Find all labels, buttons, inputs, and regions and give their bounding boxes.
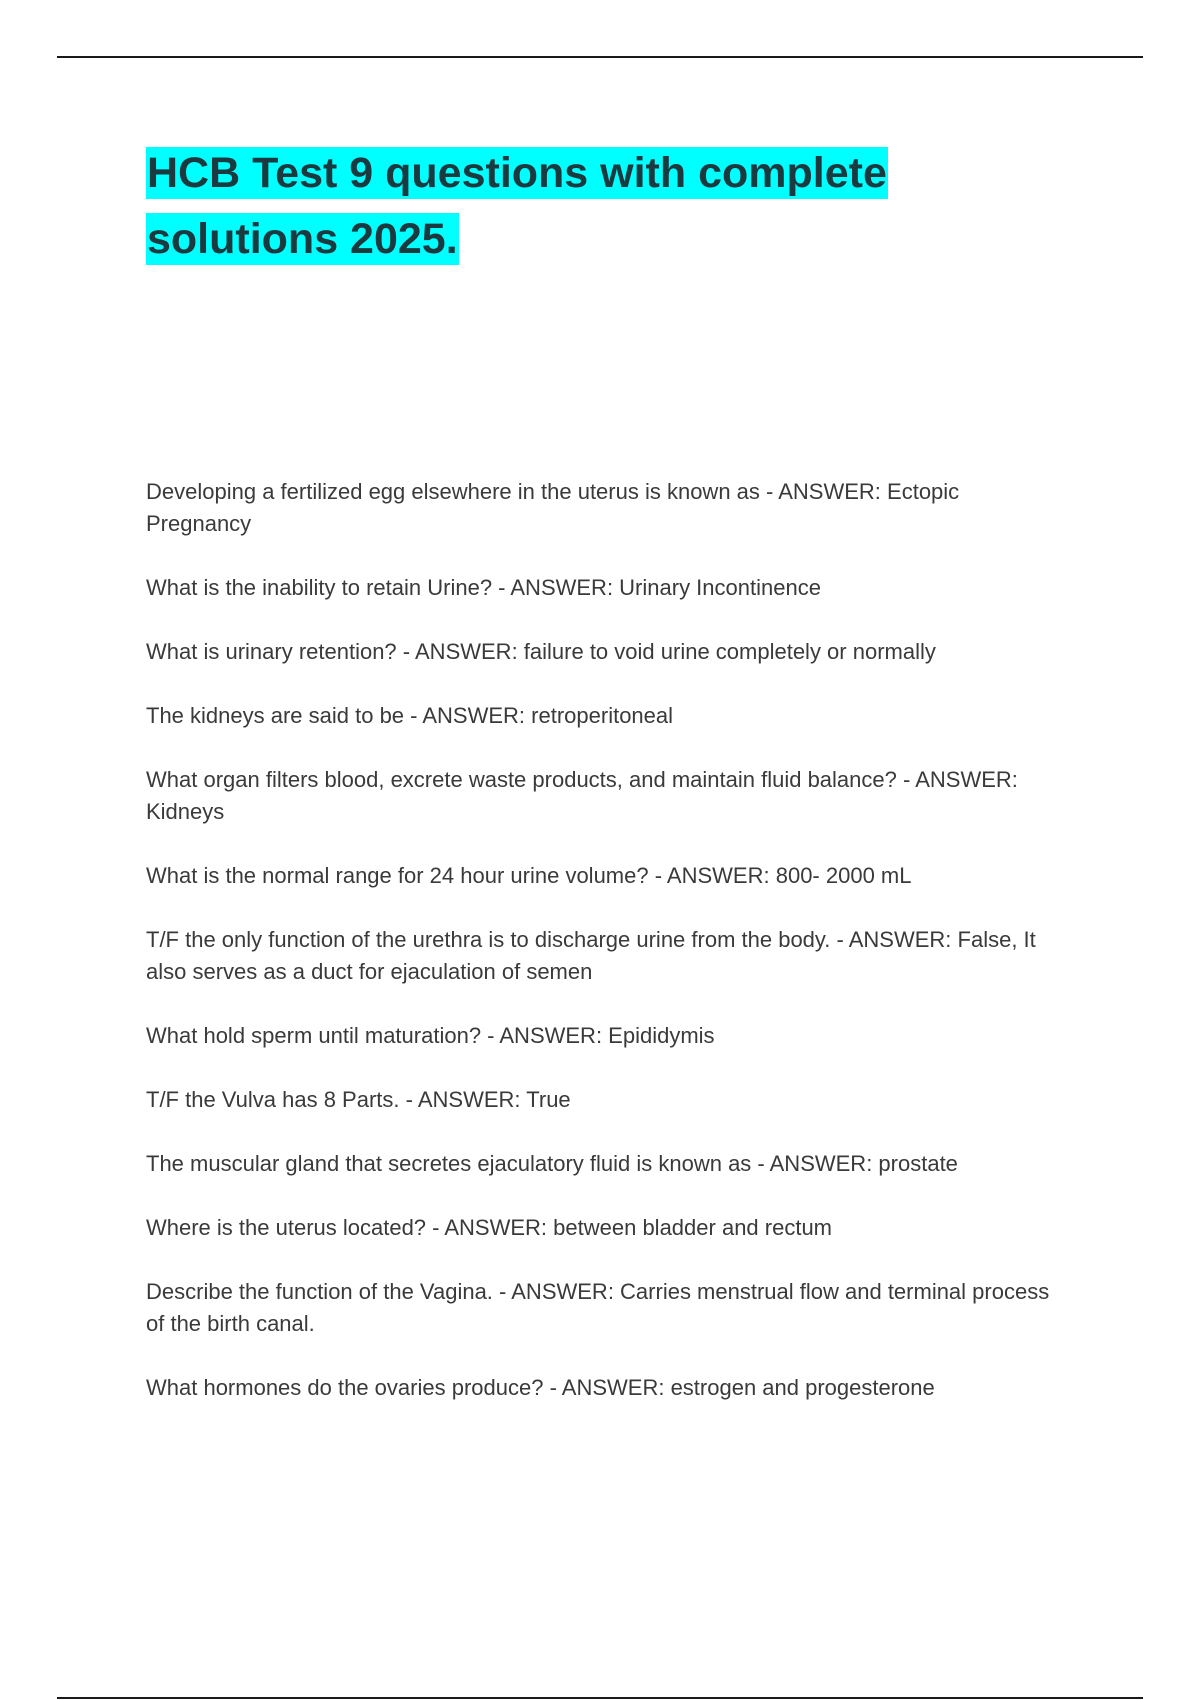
- qa-item: What is the normal range for 24 hour urine volume? - ANSWER: 800- 2000 mL: [146, 863, 912, 888]
- qa-item: Where is the uterus located? - ANSWER: between bladder and rectum: [146, 1215, 833, 1240]
- title-highlight: HCB Test 9 questions with complete solutions 2025.: [147, 149, 887, 263]
- qa-item: The kidneys are said to be - ANSWER: retroperitoneal: [146, 703, 674, 728]
- qa-item: Describe the function of the Vagina. - ANSWER: Carries menstrual flow and terminal process of the birth canal.: [146, 1279, 1050, 1336]
- bottom-rule: [57, 1697, 1143, 1699]
- qa-item: What is the inability to retain Urine? - ANSWER: Urinary Incontinence: [146, 575, 821, 600]
- document-title: [146, 140, 1076, 272]
- qa-item: What is urinary retention? - ANSWER: failure to void urine completely or normally: [146, 639, 936, 664]
- qa-item: What hormones do the ovaries produce? - ANSWER: estrogen and progesterone: [146, 1375, 935, 1400]
- top-rule: [57, 56, 1143, 58]
- qa-list: [146, 476, 1066, 1436]
- title-block: [146, 140, 1076, 272]
- qa-item: T/F the Vulva has 8 Parts. - ANSWER: True: [146, 1087, 571, 1112]
- qa-item: The muscular gland that secretes ejaculatory fluid is known as - ANSWER: prostate: [146, 1151, 958, 1176]
- qa-item: What organ filters blood, excrete waste products, and maintain fluid balance? - ANSWER: Kidneys: [146, 767, 1018, 824]
- qa-item: Developing a fertilized egg elsewhere in the uterus is known as - ANSWER: Ectopic Pregnancy: [146, 479, 960, 536]
- qa-item: T/F the only function of the urethra is to discharge urine from the body. - ANSWER: False, It also serves as a duct for ejaculation of semen: [146, 927, 1036, 984]
- qa-item: What hold sperm until maturation? - ANSWER: Epididymis: [146, 1023, 715, 1048]
